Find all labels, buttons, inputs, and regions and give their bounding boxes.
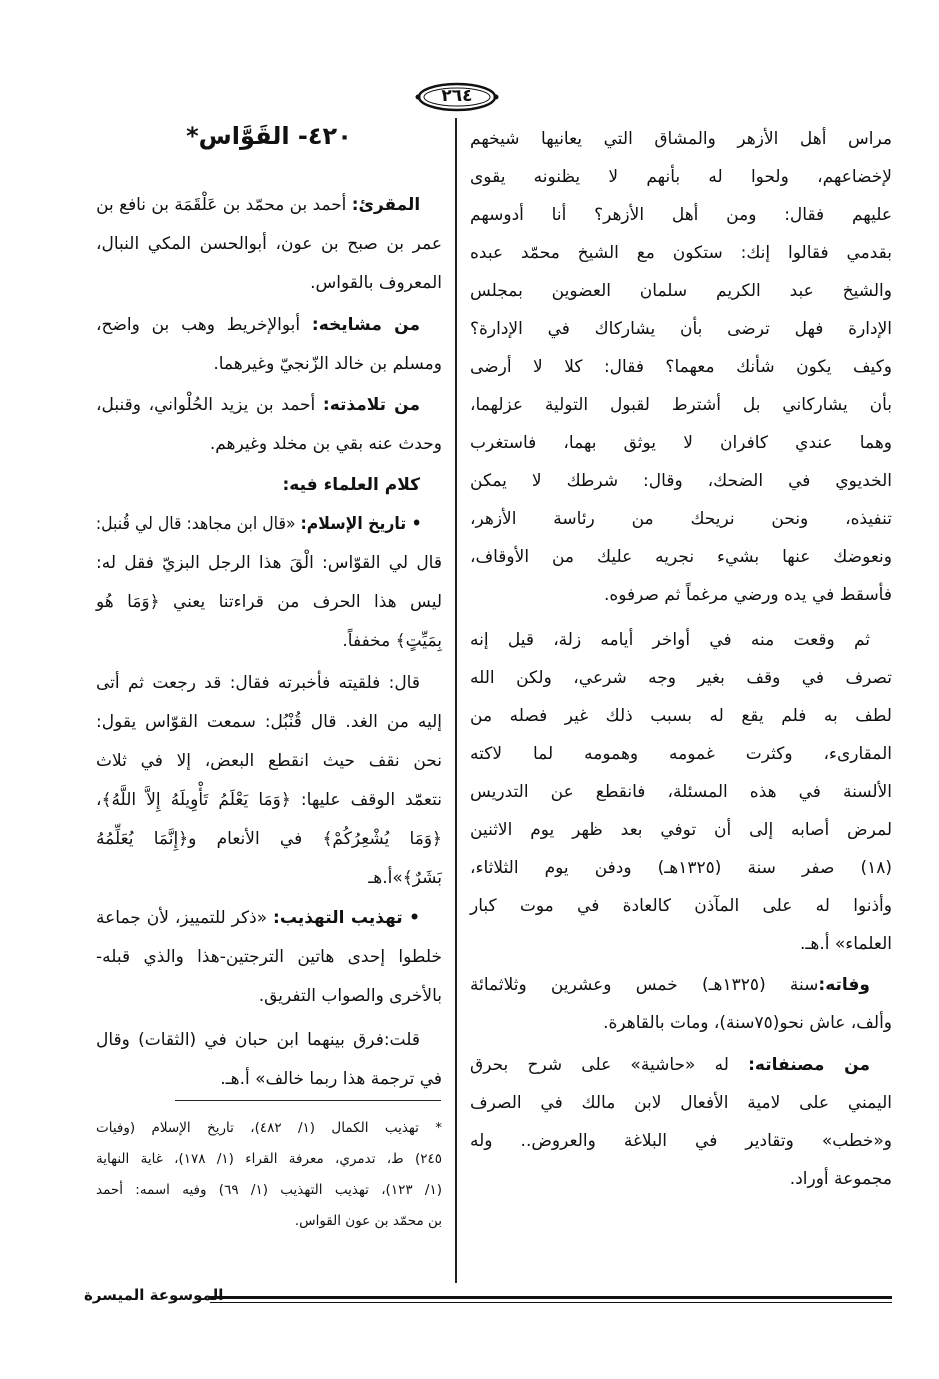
paragraph (470, 1046, 892, 1198)
text-line (470, 966, 892, 1004)
line-text: أحمد بن يزيد الحُلْواني، وقنبل، (96, 395, 323, 415)
text-line (96, 899, 442, 938)
line-text: لطف به فلم يقع له بسبب ذلك غير فصله من (470, 706, 892, 726)
line-text: ومسلم بن خالد الزّنجيّ وغيرهما. (213, 354, 442, 374)
line-text: «قال ابن مجاهد: قال لي قُنبل: (95, 514, 301, 534)
line-text: بأن يشاركاني بل أشترط لقبول التولية عزلهما، (470, 395, 892, 415)
footer-rule (210, 1296, 892, 1299)
line-text: عمر بن صبح بن عون، أبوالحسن المكي النبال، (96, 234, 442, 254)
line-text: الإدارة فهل ترضى بأن يشاركاك في الإدارة؟ (470, 319, 892, 339)
text-line (470, 462, 892, 500)
text-line (470, 424, 892, 462)
text-line (96, 225, 442, 264)
text-line (96, 938, 442, 977)
line-text: وألف، عاش نحو(٧٥سنة)، ومات بالقاهرة. (603, 1013, 892, 1033)
paragraph-label: كلام العلماء فيه: (282, 475, 420, 495)
text-line (470, 735, 892, 773)
line-text: وحدث عنه بقي بن مخلد وغيرهم. (209, 434, 442, 454)
page-number-ornament (415, 80, 499, 114)
line-text: إليه من الغد. قال قُنْبُل: سمعت القوّاس يقول: (96, 712, 442, 732)
line-text: والشيخ عبد الكريم سلمان العضوين بمجلس (470, 281, 892, 301)
text-line (96, 1060, 442, 1099)
text-line (470, 887, 892, 925)
line-text: «ذكر للتمييز، لأن جماعة (96, 908, 274, 928)
line-text: المعروف بالقواس. (310, 273, 442, 293)
text-line (470, 348, 892, 386)
text-line (470, 697, 892, 735)
line-text: وأذنوا له على المآذن كالعادة في موت كبار (470, 896, 892, 916)
line-text: و«خطب» وتقادير في البلاغة والعروض.. وله (470, 1131, 892, 1151)
paragraph (470, 621, 892, 963)
paragraph-label: من تلامذته: (322, 395, 420, 415)
text-line (470, 538, 892, 576)
text-line (96, 264, 442, 303)
text-line (96, 622, 442, 661)
line-text: الخديوي في الضحك، وقال: شرطك لا يمكن (470, 471, 892, 491)
text-line (470, 1160, 892, 1198)
text-line (470, 1004, 892, 1042)
text-line (470, 659, 892, 697)
text-line (470, 386, 892, 424)
text-line (96, 425, 442, 464)
line-text: اليمني على لامية الأفعال لابن مالك في الصرف (470, 1093, 892, 1113)
paragraph (96, 386, 442, 464)
line-text: بقدمي فقالوا إنك: ستكون مع الشيخ محمّد عبده (470, 243, 892, 263)
text-line (96, 1021, 442, 1060)
text-line (96, 781, 442, 820)
text-line (470, 1046, 892, 1084)
line-text: (١٨) صفر سنة (١٣٢٥هـ) ودفن يوم الثلاثاء، (470, 858, 892, 878)
text-line (96, 466, 442, 505)
line-text: عليهم فقال: ومن أهل الأزهر؟ أنا أدوسهم (470, 205, 892, 225)
column-divider (455, 118, 457, 1283)
text-line (96, 544, 442, 583)
text-line (470, 196, 892, 234)
text-line (96, 742, 442, 781)
text-line (470, 925, 892, 963)
line-text: في ترجمة هذا ربما خالف» أ.هـ. (220, 1069, 442, 1089)
line-text: العلماء» أ.هـ. (799, 934, 892, 954)
line-text: بِمَيِّتٍ﴾ مخففاً. (342, 631, 442, 651)
text-line (98, 186, 442, 225)
paragraph-label: • تاريخ الإسلام: (300, 514, 422, 534)
text-line (470, 576, 892, 614)
footer-rule-thin (210, 1302, 892, 1303)
paragraph (96, 466, 442, 505)
paragraph-label: من مصنفاته: (748, 1055, 870, 1075)
line-text: الألسنة في هذه المسئلة، فانقطع عن التدريس (470, 782, 892, 802)
line-text: بالأخرى والصواب التفريق. (258, 986, 442, 1006)
line-text: بَشَرٌ﴾»أ.هـ (368, 868, 442, 888)
line-text: فأسقط في يده ورضي مرغماً ثم صرفوه. (603, 585, 892, 605)
text-line (96, 345, 442, 384)
line-text: وهما عندي كافران لا يوثق بهما، فاستغرب (470, 433, 892, 453)
page-number: ٢٦٤ (441, 86, 473, 106)
paragraph-label: المقرئ: (351, 195, 421, 215)
text-line (96, 703, 442, 742)
line-text: مجموعة أوراد. (789, 1169, 892, 1189)
footnote-line: بن محمّد بن عون القواس. (294, 1213, 442, 1229)
line-text: تصرف في وقف بغير وجه شرعي، ولكن الله (470, 668, 892, 688)
text-line (96, 386, 442, 425)
line-text: خلطوا إحدى هاتين الترجتين-هذا والذي قبله- (96, 947, 442, 967)
line-text: تنفيذه، ونحن نريحك من رئاسة الأزهر، (470, 509, 892, 529)
line-text: ونعوضك عنها بشيء نجريه عليك من الأوقاف، (470, 547, 892, 567)
line-text: له «حاشية» على شرح بحرق (470, 1055, 749, 1075)
line-text: ﴿وَمَا يُشْعِرُكُمْ﴾ في الأنعام و﴿إِنَّمَا يُعَلِّمُهُ (96, 829, 442, 849)
text-line (470, 272, 892, 310)
line-text: قال: فلقيته فأخبرته فقال: قد رجعت ثم أتى (96, 673, 420, 693)
text-line (470, 773, 892, 811)
line-text: مراس أهل الأزهر والمشاق التي يعانيها شيخهم (470, 129, 892, 149)
footnote-line: ٢٤٥) ط، تدمري، معرفة القراء (١/ ١٧٨)، غاية النهاية (96, 1151, 442, 1167)
text-line (96, 664, 442, 703)
paragraph-label: من مشايخه: (311, 315, 420, 335)
line-text: نحن نقف حيث انقطع البعض، إلا في ثلاث (96, 751, 442, 771)
paragraph (96, 186, 442, 303)
text-line (470, 120, 892, 158)
footer-book-title: الموسوعة الميسرة (84, 1286, 224, 1304)
text-line (96, 977, 442, 1016)
line-text: قال لي القوّاس: الْقَ هذا الرجل البزيّ فقل له: (96, 553, 442, 573)
text-line (96, 583, 442, 622)
text-line (470, 310, 892, 348)
line-text: وكيف يكون شأنك معهما؟ فقال: كلا لا أرضى (470, 357, 892, 377)
paragraph (96, 899, 442, 1016)
line-text: أبوالإخريط وهب بن واضح، (96, 315, 312, 335)
text-line (95, 505, 442, 544)
line-text: ثم وقعت منه في أواخر أيامه زلة، قيل إنه (470, 630, 870, 650)
paragraph (96, 1021, 442, 1099)
paragraph (96, 664, 442, 898)
text-line (470, 500, 892, 538)
line-text: المقارىء، وكثرت غمومه وهمومه لما لاكته (470, 744, 892, 764)
entry-title: ٤٢٠- القَوَّاس* (186, 122, 352, 150)
line-text: قلت:فرق بينهما ابن حبان في (الثقات) وقال (96, 1030, 420, 1050)
paragraph (470, 966, 892, 1042)
line-text: سنة (١٣٢٥هـ) خمس وعشرين وثلاثمائة (470, 975, 819, 995)
text-line (96, 820, 442, 859)
paragraph-label: وفاته: (818, 975, 870, 995)
paragraph (96, 505, 442, 661)
line-text: أحمد بن محمّد بن عَلْقَمَة بن نافع بن (96, 195, 352, 215)
text-line (470, 1122, 892, 1160)
footnote-line: * تهذيب الكمال (١/ ٤٨٢)، تاريخ الإسلام (وفيات (96, 1120, 442, 1136)
line-text: ليس هذا الحرف من قراءتنا يعني ﴿وَمَا هُو (96, 592, 442, 612)
text-line (470, 1084, 892, 1122)
footnote-rule (175, 1100, 441, 1101)
footnote-line: (١/ ١٢٣)، تهذيب التهذيب (١/ ٦٩) وفيه اسمه: أحمد (96, 1182, 442, 1198)
line-text: لمرض أصابه إلى أن توفي بعد ظهر يوم الاثنين (470, 820, 892, 840)
paragraph (470, 120, 892, 614)
paragraph (96, 306, 442, 384)
text-line (470, 621, 892, 659)
text-line (470, 849, 892, 887)
text-line (470, 811, 892, 849)
paragraph-label: • تهذيب التهذيب: (273, 908, 420, 928)
text-line (96, 859, 442, 898)
text-line (470, 234, 892, 272)
line-text: نتعمّد الوقف عليها: ﴿وَمَا يَعْلَمُ تَأْوِيلَهُ إِلاَّ اللَّهُ﴾، (96, 790, 442, 810)
text-line (96, 306, 442, 345)
line-text: لإخضاعهم، ولحوا له بأنهم لا يظنونه يقوى (470, 167, 892, 187)
footnote (96, 1113, 442, 1237)
text-line (470, 158, 892, 196)
